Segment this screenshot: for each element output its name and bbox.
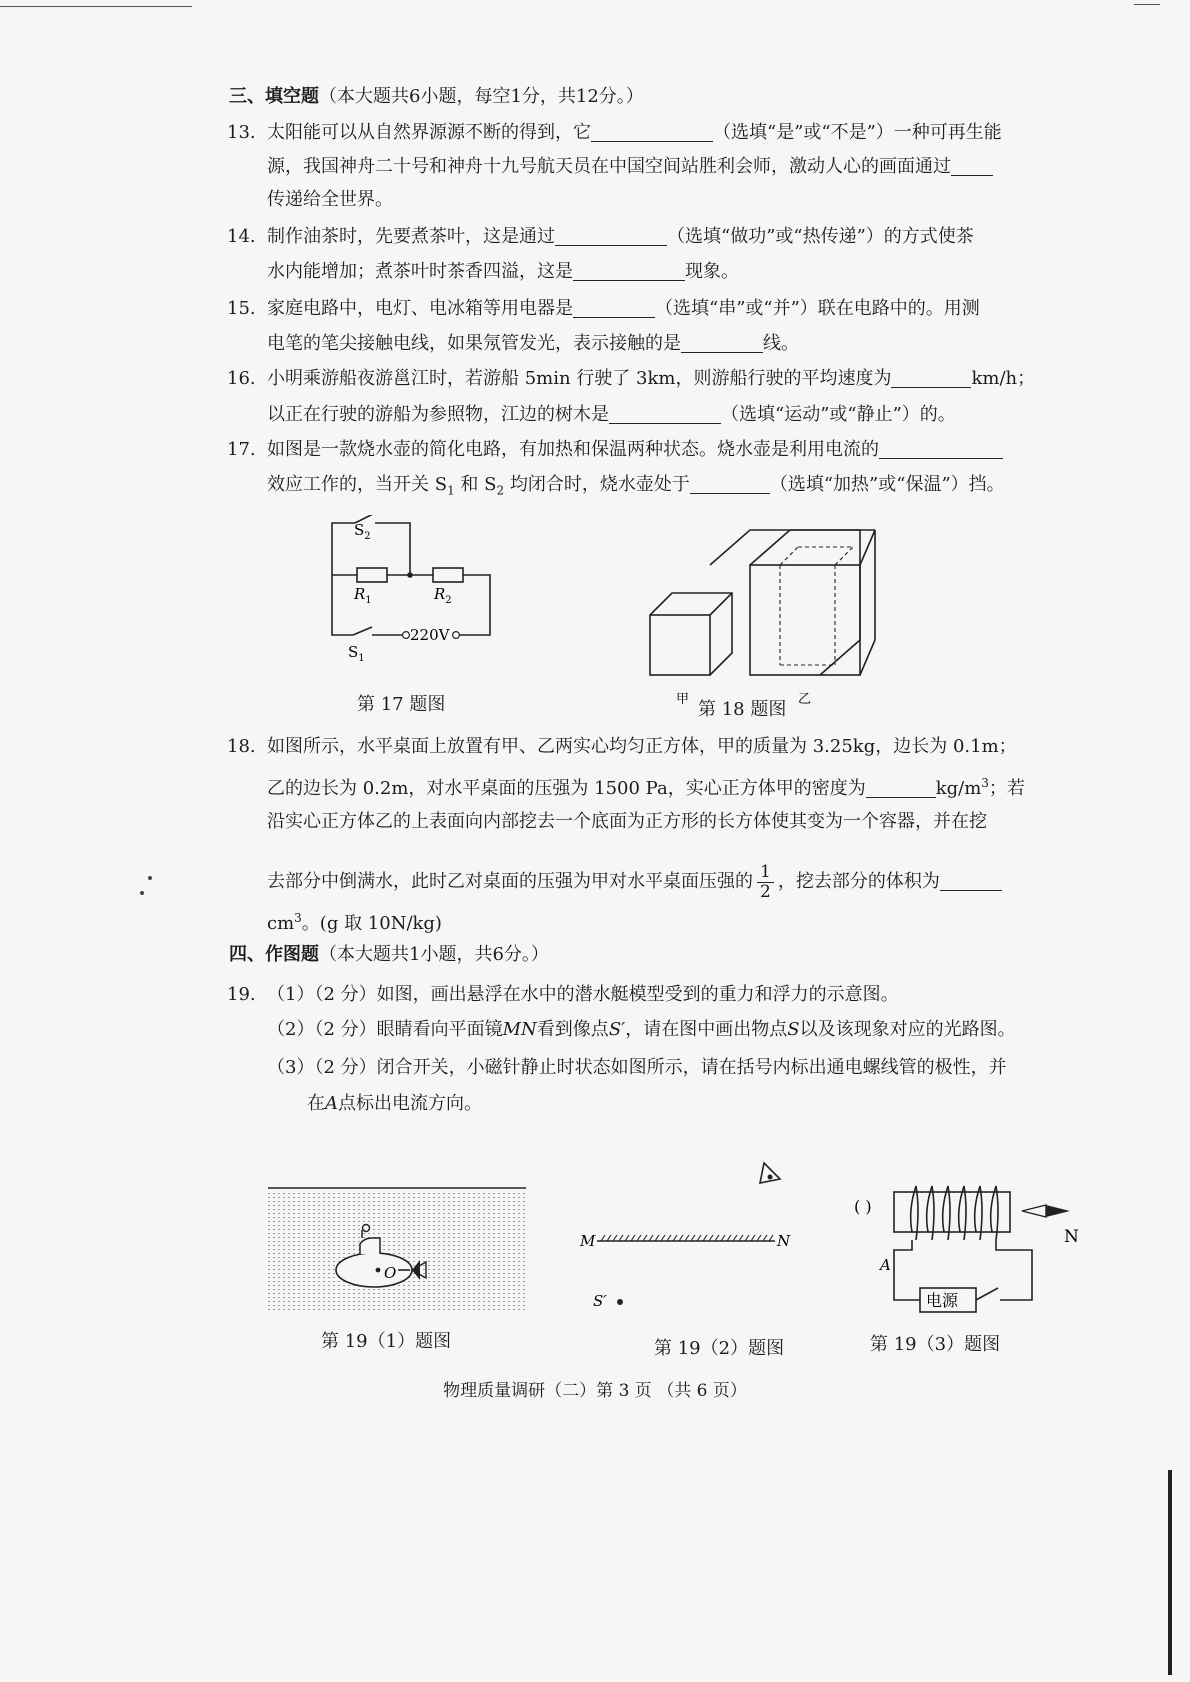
answer-blank[interactable] bbox=[573, 297, 655, 318]
q19-text: A bbox=[325, 1093, 338, 1114]
question-number: 16. bbox=[227, 368, 256, 389]
hatch-mark bbox=[769, 1235, 773, 1241]
label-a: A bbox=[880, 1256, 891, 1274]
scan-edge-bar bbox=[1168, 1470, 1172, 1675]
label-jia: 甲 bbox=[676, 692, 690, 707]
page-footer: 物理质量调研（二）第 3 页 （共 6 页） bbox=[443, 1381, 747, 1401]
hatch-mark bbox=[607, 1235, 611, 1241]
hatch-mark bbox=[721, 1235, 725, 1241]
q16-text: 小明乘游船夜游邕江时，若游船 5min 行驶了 3km，则游船行驶的平均速度为 bbox=[267, 368, 892, 389]
hatch-mark bbox=[643, 1235, 647, 1241]
q18-text: kg/m bbox=[935, 778, 982, 799]
figure-19-3-solenoid bbox=[850, 1180, 1120, 1320]
q17-line-1 bbox=[0, 435, 1190, 465]
subscript: 2 bbox=[496, 483, 505, 498]
label-n: N bbox=[777, 1232, 791, 1250]
mirror-hatching bbox=[601, 1235, 773, 1241]
label-n-pole: N bbox=[1064, 1227, 1079, 1247]
q18-text: cm bbox=[267, 913, 295, 934]
q19-text: （3）（2 分）闭合开关，小磁针静止时状态如图所示，请在括号内标出通电螺线管的极性，并 bbox=[267, 1057, 1007, 1078]
answer-blank[interactable] bbox=[609, 403, 721, 424]
section-draw-title: 四、作图题 bbox=[229, 944, 319, 965]
section-draw-note: （本大题共1小题，共6分。） bbox=[319, 944, 549, 965]
answer-blank[interactable] bbox=[690, 473, 770, 494]
label-s-prime: S′ bbox=[593, 1292, 607, 1310]
q17-text: 如图是一款烧水壶的简化电路，有加热和保温两种状态。烧水壶是利用电流的 bbox=[267, 439, 879, 460]
superscript: 3 bbox=[294, 911, 302, 925]
scan-edge-line bbox=[0, 6, 192, 7]
answer-blank[interactable] bbox=[951, 155, 993, 176]
q19-text: 点标出电流方向。 bbox=[338, 1093, 482, 1114]
q15-text: 家庭电路中，电灯、电冰箱等用电器是 bbox=[267, 298, 573, 319]
hatch-mark bbox=[727, 1235, 731, 1241]
label-power: 电源 bbox=[926, 1291, 959, 1310]
label-r1: $R_1$ bbox=[354, 585, 372, 606]
hatch-mark bbox=[655, 1235, 659, 1241]
terminal-dot bbox=[453, 632, 460, 639]
label-m: M bbox=[580, 1232, 596, 1250]
label-220v: 220V bbox=[410, 626, 450, 644]
section-fill-note: （本大题共6小题，每空1分，共12分。） bbox=[319, 86, 644, 107]
hatch-mark bbox=[631, 1235, 635, 1241]
q14-text: 现象。 bbox=[685, 261, 739, 282]
hatch-mark bbox=[679, 1235, 683, 1241]
hatch-mark bbox=[733, 1235, 737, 1241]
q13-line-3 bbox=[0, 185, 1190, 215]
hatch-mark bbox=[637, 1235, 641, 1241]
label-s1: $S_1$ bbox=[348, 643, 365, 664]
q13-text: 源，我国神舟二十号和神舟十九号航天员在中国空间站胜利会师，激动人心的画面通过 bbox=[267, 156, 951, 177]
section-fill-heading bbox=[229, 82, 644, 112]
q18-text: ；若 bbox=[988, 778, 1025, 799]
answer-blank[interactable] bbox=[866, 777, 936, 798]
fraction-denominator: 2 bbox=[760, 881, 771, 902]
superscript: 3 bbox=[981, 776, 989, 790]
q18-text: 如图所示，水平桌面上放置有甲、乙两实心均匀正方体，甲的质量为 3.25kg，边长为 0.1m； bbox=[267, 736, 1017, 757]
q15-text: 电笔的笔尖接触电线，如果氖管发光，表示接触的是 bbox=[267, 333, 681, 354]
label-yi: 乙 bbox=[798, 692, 812, 707]
q14-text: 水内能增加；煮茶叶时茶香四溢，这是 bbox=[267, 261, 573, 282]
section-draw-heading bbox=[229, 940, 549, 970]
compass-needle-icon bbox=[1022, 1205, 1070, 1217]
q14-line-1 bbox=[0, 222, 1190, 252]
circuit-wire bbox=[996, 1240, 1032, 1300]
answer-blank[interactable] bbox=[681, 332, 763, 353]
q14-text: （选填“做功”或“热传递”）的方式使茶 bbox=[667, 226, 974, 247]
q15-text: （选填“串”或“并”）联在电路中的。用测 bbox=[655, 298, 980, 319]
q19-line-4 bbox=[0, 1089, 1190, 1119]
figure-18-caption: 第 18 题图 bbox=[698, 699, 787, 720]
q18-text: 乙的边长为 0.2m，对水平桌面的压强为 1500 Pa，实心正方体甲的密度为 bbox=[267, 778, 866, 799]
eye-icon bbox=[760, 1163, 780, 1183]
figure-18-cubes bbox=[640, 525, 880, 715]
q18-line-5 bbox=[0, 903, 1190, 933]
fraction-one-half bbox=[757, 863, 774, 902]
hatch-mark bbox=[763, 1235, 767, 1241]
q18-text: ，挖去部分的体积为 bbox=[777, 871, 940, 892]
question-number: 18. bbox=[227, 736, 256, 757]
hatch-mark bbox=[745, 1235, 749, 1241]
q18-line-2 bbox=[0, 768, 1190, 798]
q18-text: 去部分中倒满水，此时乙对桌面的压强为甲对水平桌面压强的 bbox=[267, 871, 753, 892]
fraction-numerator: 1 bbox=[757, 863, 774, 883]
figure-19-3-caption: 第 19（3）题图 bbox=[870, 1334, 1001, 1355]
hatch-mark bbox=[703, 1235, 707, 1241]
q19-text: 看到像点 bbox=[536, 1019, 609, 1040]
q16-text: 以正在行驶的游船为参照物，江边的树木是 bbox=[267, 404, 609, 425]
figure-19-2-caption: 第 19（2）题图 bbox=[654, 1338, 785, 1359]
answer-blank[interactable] bbox=[555, 225, 667, 246]
hatch-mark bbox=[739, 1235, 743, 1241]
q19-line-2 bbox=[0, 1015, 1190, 1045]
hatch-mark bbox=[685, 1235, 689, 1241]
q15-line-2 bbox=[0, 329, 1190, 359]
label-o: O bbox=[384, 1264, 397, 1282]
figure-19-2-mirror bbox=[575, 1155, 815, 1325]
answer-blank[interactable] bbox=[891, 367, 971, 388]
answer-blank[interactable] bbox=[879, 438, 1003, 459]
hatch-mark bbox=[697, 1235, 701, 1241]
q17-text: （选填“加热”或“保温”）挡。 bbox=[769, 474, 1005, 495]
figure-19-1-caption: 第 19（1）题图 bbox=[321, 1331, 452, 1352]
switch-blade bbox=[976, 1288, 998, 1300]
circuit-wire bbox=[894, 1240, 920, 1300]
q15-line-1 bbox=[0, 294, 1190, 324]
question-number: 19. bbox=[227, 984, 256, 1005]
terminal-dot bbox=[403, 632, 410, 639]
q13-text: 太阳能可以从自然界源源不断的得到，它 bbox=[267, 122, 591, 143]
q19-text: （1）（2 分）如图，画出悬浮在水中的潜水艇模型受到的重力和浮力的示意图。 bbox=[267, 984, 899, 1005]
q18-line-1 bbox=[0, 732, 1190, 762]
hatch-mark bbox=[751, 1235, 755, 1241]
hatch-mark bbox=[649, 1235, 653, 1241]
q13-text: （选填“是”或“不是”）一种可再生能 bbox=[713, 122, 1002, 143]
q14-text: 制作油茶时，先要煮茶叶，这是通过 bbox=[267, 226, 555, 247]
hatch-mark bbox=[715, 1235, 719, 1241]
q14-line-2 bbox=[0, 257, 1190, 287]
q17-text: 均闭合时，烧水壶处于 bbox=[504, 474, 690, 495]
q19-text: S′ bbox=[608, 1019, 626, 1040]
q18-text: 沿实心正方体乙的上表面向内部挖去一个底面为正方形的长方体使其变为一个容器，并在挖 bbox=[267, 811, 987, 832]
q16-line-2 bbox=[0, 400, 1190, 430]
q17-line-2 bbox=[0, 470, 1190, 500]
image-point-s-prime bbox=[617, 1299, 623, 1305]
label-r2: $R_2$ bbox=[434, 585, 452, 606]
hatch-mark bbox=[625, 1235, 629, 1241]
q19-line-1 bbox=[0, 980, 1190, 1010]
answer-blank[interactable] bbox=[591, 121, 713, 142]
question-number: 14. bbox=[227, 226, 256, 247]
q13-line-1 bbox=[0, 118, 1190, 148]
figure-19-1-submarine bbox=[268, 1180, 526, 1310]
answer-blank[interactable] bbox=[573, 260, 685, 281]
scan-edge-mark bbox=[1134, 4, 1160, 5]
hatch-mark bbox=[757, 1235, 761, 1241]
q17-text: 和 S bbox=[454, 474, 497, 495]
q19-text: ，请在图中画出物点 bbox=[625, 1019, 788, 1040]
q18-line-3 bbox=[0, 807, 1190, 837]
section-fill-title: 三、填空题 bbox=[229, 86, 319, 107]
hatch-mark bbox=[667, 1235, 671, 1241]
junction-dot bbox=[407, 572, 413, 578]
water-region bbox=[268, 1190, 526, 1310]
q19-text: 在 bbox=[307, 1093, 325, 1114]
subscript: 1 bbox=[447, 483, 455, 498]
answer-blank[interactable] bbox=[940, 870, 1002, 891]
q17-text: 效应工作的，当开关 S bbox=[267, 474, 448, 495]
hatch-mark bbox=[691, 1235, 695, 1241]
pole-bracket: ( ) bbox=[854, 1197, 872, 1216]
question-number: 13. bbox=[227, 122, 256, 143]
q18-line-4 bbox=[0, 857, 1190, 907]
q19-text: S bbox=[787, 1019, 800, 1040]
label-s2: $S_2$ bbox=[354, 521, 371, 542]
q18-text: 。(g 取 10N/kg) bbox=[301, 913, 442, 934]
q16-text: （选填“运动”或“静止”）的。 bbox=[721, 404, 956, 425]
q19-text: 以及该现象对应的光路图。 bbox=[799, 1019, 1016, 1040]
question-number: 17. bbox=[227, 439, 256, 460]
hatch-mark bbox=[619, 1235, 623, 1241]
hatch-mark bbox=[601, 1235, 605, 1241]
question-number: 15. bbox=[227, 298, 256, 319]
figure-17-caption: 第 17 题图 bbox=[357, 694, 446, 715]
hatch-mark bbox=[613, 1235, 617, 1241]
q19-text: （2）（2 分）眼睛看向平面镜 bbox=[267, 1019, 503, 1040]
q13-line-2 bbox=[0, 152, 1190, 182]
hatch-mark bbox=[709, 1235, 713, 1241]
figure-17-circuit bbox=[320, 515, 520, 675]
q19-line-3 bbox=[0, 1053, 1190, 1083]
q16-line-1 bbox=[0, 364, 1190, 394]
q13-text: 传递给全世界。 bbox=[267, 189, 393, 210]
q16-text: km/h； bbox=[971, 368, 1036, 389]
hatch-mark bbox=[661, 1235, 665, 1241]
q15-text: 线。 bbox=[763, 333, 799, 354]
q19-text: MN bbox=[502, 1019, 537, 1040]
hatch-mark bbox=[673, 1235, 677, 1241]
